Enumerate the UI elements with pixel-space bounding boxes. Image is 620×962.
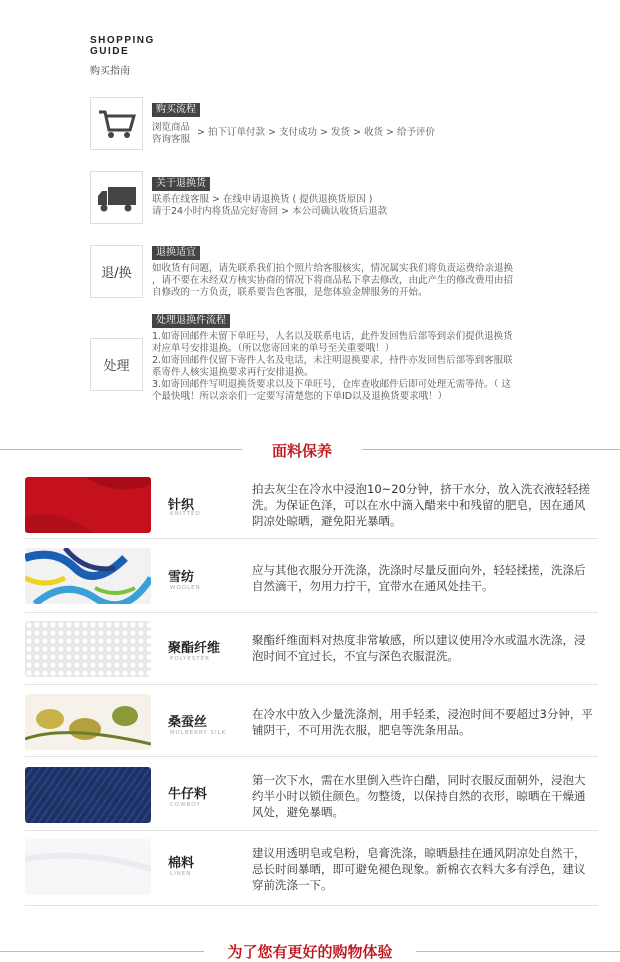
truck-icon xyxy=(96,183,138,213)
row-divider xyxy=(25,756,598,757)
suitable-line: 如收货有问题，请先联系我们拍个照片给客服核实，情况属实我们将负责运费给亲退换 xyxy=(152,263,514,274)
fabric-name: 雪纺 xyxy=(168,570,195,585)
footer-divider-right xyxy=(416,951,620,952)
fabric-desc: 聚酯纤维面料对热度非常敏感，所以建议使用冷水或温水洗涤，浸泡时间不宜过长，不宜与深色衣服混洗。 xyxy=(252,633,586,663)
divider-right xyxy=(362,449,620,450)
process-icon: 处理 xyxy=(103,359,130,374)
row-divider xyxy=(25,684,598,685)
header-en xyxy=(90,35,155,57)
denim-swatch xyxy=(25,767,151,823)
purchase-flow-left xyxy=(152,122,190,146)
purchase-flow-line: 浏览商品 xyxy=(152,122,191,133)
header-en-line2: GUIDE xyxy=(90,46,130,57)
polyester-swatch xyxy=(25,621,151,677)
knitted-swatch xyxy=(25,477,151,533)
cotton-swatch xyxy=(25,839,151,895)
fabric-en: KNITTED xyxy=(170,511,201,517)
process-line: 系寄件人核实退换要求再行安排退换。 xyxy=(152,367,314,378)
fabric-desc: 建议用透明皂或皂粉，皂膏洗涤，晾晒悬挂在通风阴凉处自然干，忌长时间暴晒，即可避免褪色现象。新棉衣衣料大多有浮色，建议穿前洗涤一下。 xyxy=(252,846,586,892)
silk-swatch xyxy=(25,694,151,750)
fabric-title: 面料保养 xyxy=(271,442,332,460)
truck-icon-box xyxy=(90,171,143,224)
suitable-line: 自修改的一方负责，联系要告色客服，是您体验金牌服务的开始。 xyxy=(152,287,428,298)
fabric-name: 桑蚕丝 xyxy=(168,715,208,730)
purchase-flow-line: 咨询客服 xyxy=(152,134,191,145)
row-divider xyxy=(25,905,598,906)
fabric-en: MULBERRY SILK xyxy=(170,730,227,736)
cart-icon xyxy=(97,108,137,140)
row-divider xyxy=(25,612,598,613)
fabric-desc: 在冷水中放入少量洗涤剂，用手轻柔，浸泡时间不要超过3分钟，平铺阴干，不可用洗衣服，肥皂等洗条用品。 xyxy=(252,707,593,737)
exchange-icon: 退/换 xyxy=(101,266,132,281)
return-flow-line: 联系在线客服 > 在线申请退换货 ( 提供退换货原因 ) xyxy=(152,194,373,205)
process-icon-box xyxy=(90,338,143,391)
cart-icon-box xyxy=(90,97,143,150)
fabric-en: WOOLEN xyxy=(170,585,201,591)
purchase-flow-steps: > 拍下订单付款 > 支付成功 > 发货 > 收货 > 给予评价 xyxy=(197,127,435,138)
row-divider xyxy=(25,538,598,539)
exchange-icon-box xyxy=(90,245,143,298)
fabric-en: LINEN xyxy=(170,871,192,877)
fabric-desc: 应与其他衣服分开洗涤，洗涤时尽量反面向外，轻轻揉搓，洗涤后自然滴干，勿用力拧干，宜带水在通风处挂干。 xyxy=(252,563,586,593)
fabric-en: POLYESTER xyxy=(170,656,210,662)
row-divider xyxy=(25,830,598,831)
fabric-name: 针织 xyxy=(168,498,195,513)
suitable-text xyxy=(152,263,513,299)
header-cn: 购买指南 xyxy=(90,66,130,77)
process-line: 3.如寄回邮件写明退换货要求以及下单旺号，仓库查收邮件后即可处理无需等待。（ 这 xyxy=(152,379,511,390)
process-text xyxy=(152,331,513,403)
header-en-line1: SHOPPING xyxy=(90,35,155,46)
footer-title: 为了您有更好的购物体验 xyxy=(227,943,393,961)
fabric-name: 棉料 xyxy=(168,856,195,871)
section-tag-suitable: 退换适宜 xyxy=(152,246,200,260)
fabric-name: 聚酯纤维 xyxy=(168,641,221,656)
suitable-line: ，请不要在未经双方核实协商的情况下将商品私下拿去修改，由此产生的修改费用由招 xyxy=(152,275,514,286)
fabric-desc: 第一次下水，需在水里倒入些许白醋，同时衣服反面朝外，浸泡大约半小时以锁住颜色。勿整烫，以保持自然的衣形，晾晒在干燥通风处，避免暴晒。 xyxy=(252,773,586,819)
divider-left xyxy=(0,449,242,450)
section-tag-purchase: 购买流程 xyxy=(152,103,200,117)
process-line: 1.如寄回邮件未留下单旺号，人名以及联系电话，此件发回售后部等到亲们提供退换货 xyxy=(152,331,513,342)
chiffon-swatch xyxy=(25,548,151,604)
return-flow xyxy=(152,194,387,218)
process-line: 对应单号安排退换。（所以您寄回来的单号至关重要哦！） xyxy=(152,343,395,354)
process-line: 2.如寄回邮件仅留下寄件人名及电话，未注明退换要求，持件亦发回售后部等到客服联 xyxy=(152,355,513,366)
fabric-desc: 拍去灰尘在冷水中浸泡10~20分钟，挤干水分，放入洗衣液轻轻搓洗。为保证色泽，可以在水中滴入醋来中和残留的肥皂，因在通风阴凉处晾晒，避免阳光暴晒。 xyxy=(252,482,590,528)
process-line: 个最快哦！所以亲亲们一定要写清楚您的下单ID以及退换货要求哦！） xyxy=(152,391,448,402)
section-tag-process: 处理退换件流程 xyxy=(152,314,230,328)
fabric-name: 牛仔料 xyxy=(168,787,208,802)
footer-divider-left xyxy=(0,951,204,952)
section-tag-return: 关于退换货 xyxy=(152,177,210,191)
return-flow-line: 请于24小时内将货品完好寄回 > 本公司确认收货后退款 xyxy=(152,206,388,217)
fabric-en: COWBOY xyxy=(170,802,201,808)
